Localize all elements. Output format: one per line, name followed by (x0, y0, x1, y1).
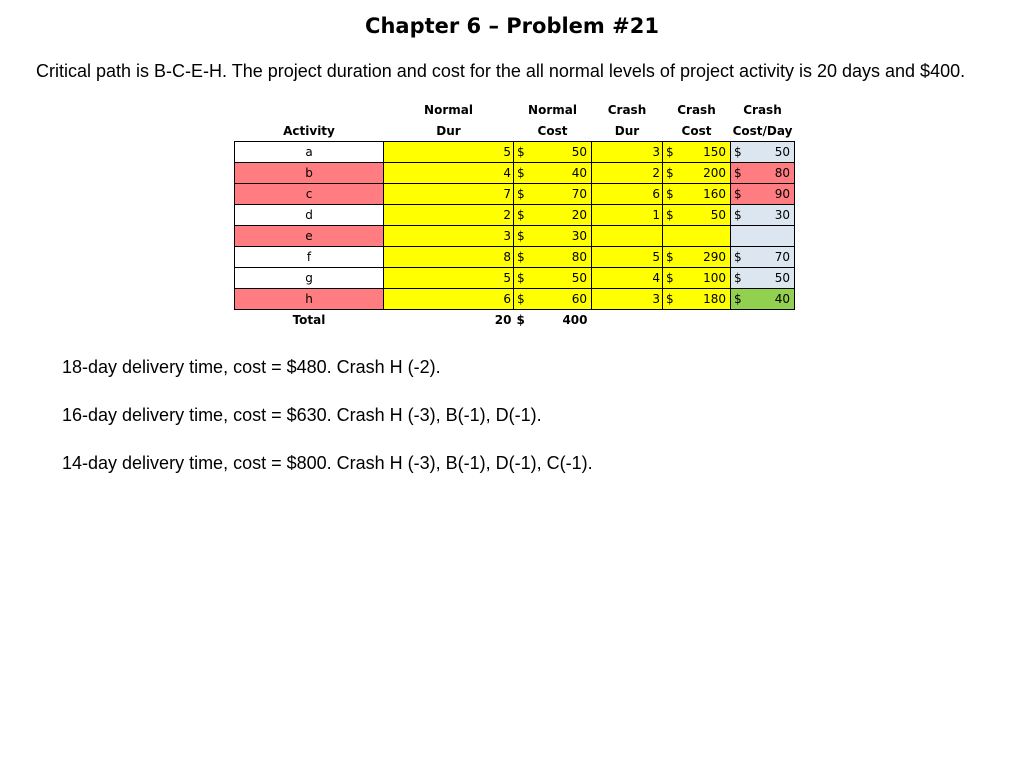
normal-cost-cell: 70 (529, 184, 592, 205)
normal-cost-symbol: $ (514, 268, 530, 289)
header-normal-dur-2: Dur (436, 123, 461, 138)
crash-cost-symbol: $ (663, 289, 679, 310)
header-blank (235, 99, 384, 120)
table-row (235, 226, 795, 247)
total-normal-cost: 400 (562, 313, 588, 327)
crash-dur-cell: 5 (592, 247, 663, 268)
cost-per-day-symbol (731, 226, 753, 247)
crash-dur-cell: 3 (592, 142, 663, 163)
crash-dur-cell: 2 (592, 163, 663, 184)
normal-cost-cell: 60 (529, 289, 592, 310)
normal-cost-cell: 20 (529, 205, 592, 226)
crash-cost-symbol: $ (663, 163, 679, 184)
header-activity: Activity (283, 123, 335, 138)
activity-cell: f (235, 247, 384, 268)
normal-dur-cell: 5 (384, 268, 514, 289)
normal-dur-cell: 6 (384, 289, 514, 310)
header-crash-cost-2: Cost (681, 123, 712, 138)
total-blank-5 (752, 310, 795, 331)
cost-per-day-cell: 80 (752, 163, 795, 184)
normal-dur-cell: 8 (384, 247, 514, 268)
table-row (235, 247, 795, 268)
normal-dur-cell: 5 (384, 142, 514, 163)
normal-cost-symbol: $ (514, 184, 530, 205)
crash-cost-cell: 200 (678, 163, 731, 184)
header-crash-cost-day-1: Crash (743, 102, 782, 117)
crash-dur-cell: 4 (592, 268, 663, 289)
header-row-2 (235, 120, 795, 142)
total-label: Total (292, 313, 326, 327)
activity-cell: b (235, 163, 384, 184)
cost-per-day-cell: 40 (752, 289, 795, 310)
activity-cell: g (235, 268, 384, 289)
cost-per-day-symbol: $ (731, 142, 753, 163)
cost-per-day-symbol: $ (731, 184, 753, 205)
activity-cell: a (235, 142, 384, 163)
crash-cost-cell (678, 226, 731, 247)
cost-per-day-symbol: $ (731, 247, 753, 268)
normal-dur-cell: 4 (384, 163, 514, 184)
activity-cell: e (235, 226, 384, 247)
normal-cost-symbol: $ (514, 142, 530, 163)
crash-cost-cell: 150 (678, 142, 731, 163)
header-crash-dur-1: Crash (607, 102, 647, 117)
normal-cost-symbol: $ (514, 205, 530, 226)
cost-per-day-cell: 50 (752, 268, 795, 289)
total-row (235, 310, 795, 331)
header-normal-cost-2: Cost (537, 123, 568, 138)
cost-per-day-cell: 30 (752, 205, 795, 226)
cost-per-day-symbol: $ (731, 268, 753, 289)
cost-per-day-symbol: $ (731, 289, 753, 310)
normal-dur-cell: 7 (384, 184, 514, 205)
header-normal-dur-1: Normal (424, 102, 473, 117)
total-normal-dur: 20 (494, 313, 512, 327)
normal-dur-cell: 3 (384, 226, 514, 247)
normal-dur-cell: 2 (384, 205, 514, 226)
crash-cost-symbol: $ (663, 142, 679, 163)
cost-per-day-cell: 70 (752, 247, 795, 268)
table-row (235, 142, 795, 163)
activity-cell: h (235, 289, 384, 310)
crash-cost-table (234, 99, 795, 330)
normal-cost-symbol: $ (514, 163, 530, 184)
total-blank-3 (678, 310, 731, 331)
crash-cost-symbol: $ (663, 184, 679, 205)
crash-cost-cell: 180 (678, 289, 731, 310)
activity-cell: d (235, 205, 384, 226)
crash-cost-symbol: $ (663, 268, 679, 289)
normal-cost-cell: 80 (529, 247, 592, 268)
crash-cost-cell: 100 (678, 268, 731, 289)
cost-per-day-cell (752, 226, 795, 247)
header-crash-cost-1: Crash (677, 102, 716, 117)
crash-dur-cell: 1 (592, 205, 663, 226)
table-row (235, 184, 795, 205)
table-row (235, 289, 795, 310)
normal-cost-symbol: $ (514, 289, 530, 310)
total-blank-4 (731, 310, 753, 331)
normal-cost-cell: 50 (529, 142, 592, 163)
total-blank-2 (663, 310, 679, 331)
crash-cost-cell: 290 (678, 247, 731, 268)
crash-dur-cell (592, 226, 663, 247)
note-16-day: 16-day delivery time, cost = $630. Crash H (-3), B(-1), D(-1). (62, 405, 542, 425)
header-row-1 (235, 99, 795, 120)
note-18-day: 18-day delivery time, cost = $480. Crash H (-2). (62, 357, 441, 377)
intro-text: Critical path is B-C-E-H. The project duration and cost for the all normal levels of project activity is 20 days and $400. (36, 61, 966, 81)
cost-per-day-cell: 50 (752, 142, 795, 163)
header-crash-cost-day-2: Cost/Day (732, 123, 793, 138)
crash-cost-cell: 160 (678, 184, 731, 205)
crash-cost-symbol (663, 226, 679, 247)
crash-dur-cell: 3 (592, 289, 663, 310)
crash-cost-symbol: $ (663, 205, 679, 226)
cost-per-day-symbol: $ (731, 205, 753, 226)
total-normal-cost-symbol: $ (516, 313, 525, 327)
crash-cost-symbol: $ (663, 247, 679, 268)
normal-cost-symbol: $ (514, 226, 530, 247)
header-crash-dur-2: Dur (614, 123, 640, 138)
normal-cost-cell: 30 (529, 226, 592, 247)
crash-dur-cell: 6 (592, 184, 663, 205)
total-blank-1 (592, 310, 663, 331)
normal-cost-cell: 40 (529, 163, 592, 184)
activity-cell: c (235, 184, 384, 205)
normal-cost-symbol: $ (514, 247, 530, 268)
crash-cost-cell: 50 (678, 205, 731, 226)
header-normal-cost-1: Normal (528, 102, 577, 117)
table-row (235, 205, 795, 226)
cost-per-day-cell: 90 (752, 184, 795, 205)
table-row (235, 163, 795, 184)
cost-per-day-symbol: $ (731, 163, 753, 184)
normal-cost-cell: 50 (529, 268, 592, 289)
table-row (235, 268, 795, 289)
page-title: Chapter 6 – Problem #21 (365, 14, 659, 38)
note-14-day: 14-day delivery time, cost = $800. Crash H (-3), B(-1), D(-1), C(-1). (62, 453, 593, 473)
